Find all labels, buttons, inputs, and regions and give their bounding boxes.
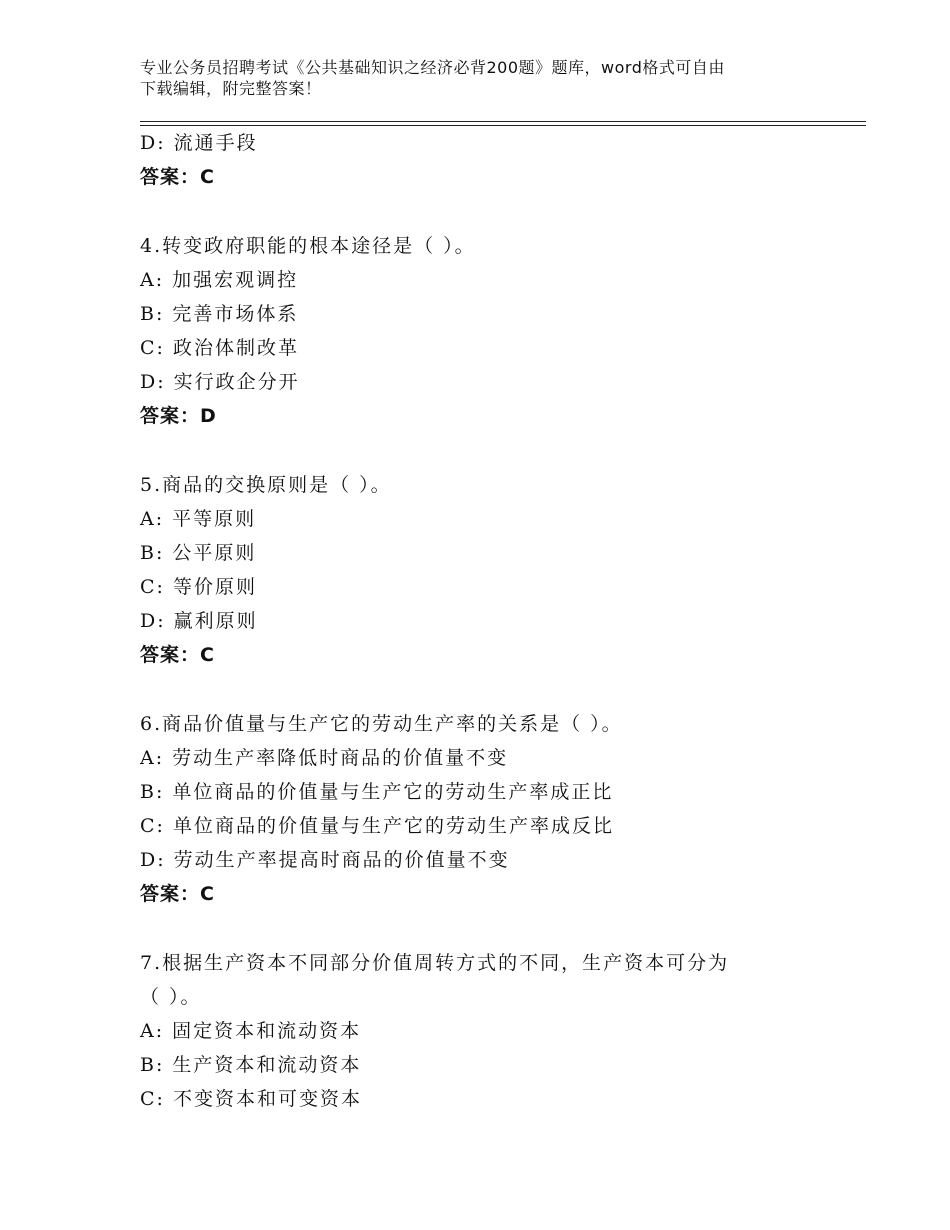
- q4-stem: 4.转变政府职能的根本途径是（ ）。: [140, 235, 476, 257]
- header-line-1: 专业公务员招聘考试《公共基础知识之经济必背200题》题库，word格式可自由: [140, 58, 725, 77]
- q5-option-d: D: 赢利原则: [140, 610, 258, 632]
- q7-option-c: C: 不变资本和可变资本: [140, 1088, 362, 1110]
- q4-option-d: D: 实行政企分开: [140, 371, 300, 393]
- q6-option-c: C: 单位商品的价值量与生产它的劳动生产率成反比: [140, 815, 614, 837]
- q4-answer: 答案：D: [140, 405, 217, 427]
- q6-option-b: B: 单位商品的价值量与生产它的劳动生产率成正比: [140, 781, 614, 803]
- header-line-2: 下载编辑，附完整答案！: [140, 79, 322, 98]
- spacer: [140, 433, 866, 468]
- header-rule-top: [140, 121, 866, 122]
- q5-option-b: B: 公平原则: [140, 542, 257, 564]
- q3-option-d: D: 流通手段: [140, 132, 258, 154]
- q3-answer: 答案：C: [140, 166, 215, 188]
- q4-option-b: B: 完善市场体系: [140, 303, 299, 325]
- q7-option-a: A: 固定资本和流动资本: [140, 1020, 362, 1042]
- q7-stem-line-2: （ ）。: [140, 986, 202, 1008]
- q7-option-b: B: 生产资本和流动资本: [140, 1054, 362, 1076]
- q5-option-c: C: 等价原则: [140, 576, 257, 598]
- q5-stem: 5.商品的交换原则是（ ）。: [140, 474, 392, 496]
- q5-option-a: A: 平等原则: [140, 508, 257, 530]
- q4-option-c: C: 政治体制改革: [140, 337, 299, 359]
- q6-option-d: D: 劳动生产率提高时商品的价值量不变: [140, 849, 510, 871]
- q6-answer: 答案：C: [140, 883, 215, 905]
- q4-option-a: A: 加强宏观调控: [140, 269, 299, 291]
- page-header: [140, 57, 820, 99]
- spacer: [140, 672, 866, 707]
- q7-stem-line-1: 7.根据生产资本不同部分价值周转方式的不同，生产资本可分为: [140, 952, 730, 974]
- question-list: [140, 126, 866, 1116]
- spacer: [140, 194, 866, 229]
- spacer: [140, 911, 866, 946]
- q6-stem: 6.商品价值量与生产它的劳动生产率的关系是（ ）。: [140, 713, 623, 735]
- q5-answer: 答案：C: [140, 644, 215, 666]
- q6-option-a: A: 劳动生产率降低时商品的价值量不变: [140, 747, 509, 769]
